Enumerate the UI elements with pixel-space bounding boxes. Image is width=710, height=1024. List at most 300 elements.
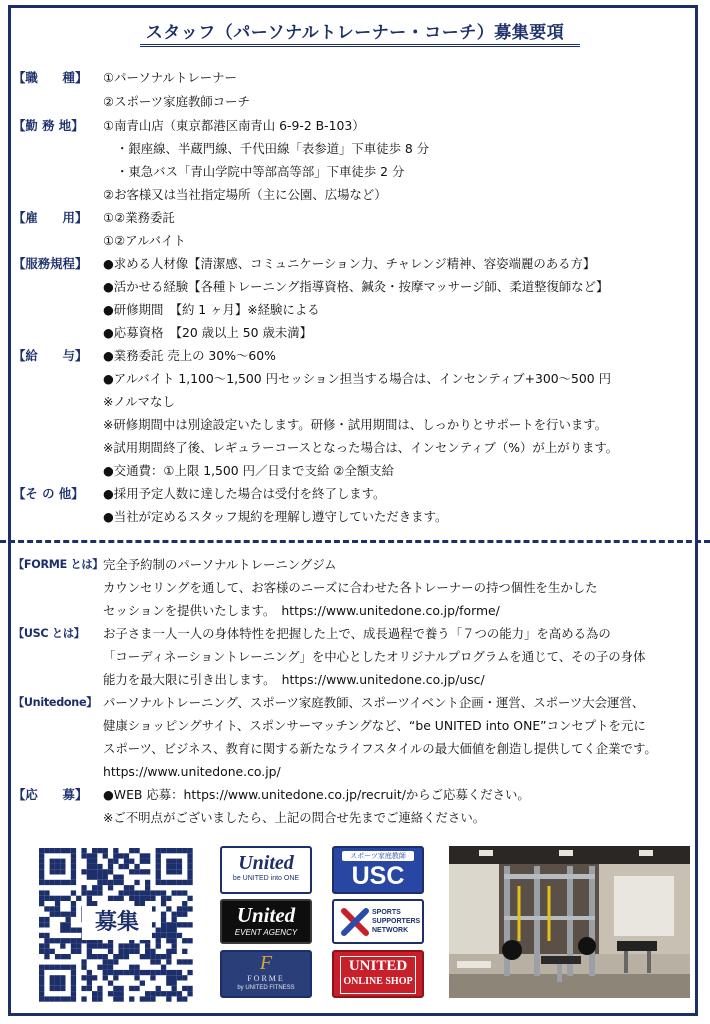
qr-module [134,880,139,885]
qr-module [60,954,65,959]
qr-module [92,996,97,1001]
qr-module [129,885,134,890]
salary-line: ※ノルマなし [103,394,175,409]
qr-module [55,954,60,959]
qr-module [81,975,86,980]
qr-module [103,954,108,959]
job-type-line: ①パーソナルトレーナー [103,70,237,85]
qr-module [166,959,171,964]
salary-label: 【給 与】 [13,348,88,363]
qr-finder-module [60,880,65,885]
qr-module [119,864,124,869]
qr-module [156,890,161,895]
qr-module [172,922,177,927]
qr-module [44,896,49,901]
qr-finder-module [50,880,55,885]
qr-finder-module [60,981,65,986]
qr-module [124,864,129,869]
qr-module [119,991,124,996]
apply-line: ※ご不明点がございましたら、上記の問合せ先までご連絡ください。 [103,810,486,825]
qr-module [119,949,124,954]
qr-module [129,986,134,991]
qr-module [44,938,49,943]
qr-module [140,896,145,901]
qr-finder-module [71,869,76,874]
qr-module [81,890,86,895]
qr-module [81,885,86,890]
qr-finder-module [156,859,161,864]
qr-module [50,949,55,954]
location-line: ・東急バス「青山学院中等部高等部」下車徒歩 2 分 [116,164,405,179]
unitedone-line: https://www.unitedone.co.jp/ [103,764,281,779]
qr-module [119,890,124,895]
qr-finder-module [187,880,192,885]
qr-module [87,986,92,991]
qr-module [103,970,108,975]
qr-module [76,896,81,901]
qr-module [87,943,92,948]
qr-finder-module [156,853,161,858]
qr-module [97,965,102,970]
qr-module [87,975,92,980]
rules-line: ●研修期間 【約 1 ヶ月】※経験による [103,302,320,317]
qr-module [97,890,102,895]
location-line: ・銀座線、半蔵門線、千代田線「表参道」下車徒歩 8 分 [116,141,430,156]
title-underline [140,44,580,47]
ssn-logo-line: SUPPORTERS [372,918,421,925]
qr-module [108,965,113,970]
qr-finder-module [172,869,177,874]
qr-module [145,869,150,874]
qr-module [145,991,150,996]
qr-module [129,943,134,948]
qr-module [145,970,150,975]
qr-module [119,943,124,948]
qr-module [161,912,166,917]
qr-finder-module [71,880,76,885]
qr-module [50,938,55,943]
salary-line: ●業務委託 売上の 30%～60% [103,348,276,363]
qr-module [166,938,171,943]
qr-module [182,949,187,954]
qr-module [150,970,155,975]
qr-module [161,901,166,906]
qr-module [113,875,118,880]
usc-logo-text: USC [351,862,405,890]
qr-module [76,938,81,943]
qr-module [108,943,113,948]
qr-module [182,890,187,895]
qr-finder-module [55,859,60,864]
qr-module [103,869,108,874]
qr-module [161,991,166,996]
qr-module [108,885,113,890]
qr-module [71,949,76,954]
qr-module [108,949,113,954]
qr-module [172,986,177,991]
qr-module [60,938,65,943]
qr-finder-module [187,848,192,853]
qr-finder-module [177,848,182,853]
other-label: 【そ の 他】 [13,486,84,501]
gym-photo-illustration [449,846,690,998]
qr-module [140,853,145,858]
qr-module [156,938,161,943]
salary-line: ●アルバイト 1,100～1,500 円セッション担当する場合は、インセンティブ+300～500 円 [103,371,611,386]
online-shop-logo-text: UNITED [348,958,408,974]
qr-finder-module [39,853,44,858]
qr-module [177,906,182,911]
qr-module [177,890,182,895]
qr-finder-module [39,859,44,864]
qr-finder-module [71,986,76,991]
qr-module [92,875,97,880]
qr-module [182,986,187,991]
qr-module [124,954,129,959]
qr-module [166,933,171,938]
qr-module [177,922,182,927]
qr-module [108,880,113,885]
other-line: ●当社が定めるスタッフ規約を理解し遵守していただきます。 [103,509,448,524]
qr-finder-module [71,965,76,970]
qr-module [108,981,113,986]
job-type-label: 【職 種】 [13,70,88,85]
qr-module [97,875,102,880]
qr-module [44,949,49,954]
qr-module [156,928,161,933]
qr-finder-module [71,975,76,980]
qr-finder-module [60,869,65,874]
qr-module [156,986,161,991]
qr-module [166,896,171,901]
qr-module [129,949,134,954]
qr-module [97,864,102,869]
qr-module [60,912,65,917]
qr-module [177,912,182,917]
qr-module [187,991,192,996]
qr-module [150,959,155,964]
qr-module [161,933,166,938]
qr-module [140,981,145,986]
qr-module [161,922,166,927]
qr-finder-module [166,848,171,853]
rules-line: ●活かせる経験【各種トレーニング指導資格、鍼灸・按摩マッサージ師、柔道整復師など】 [103,279,609,294]
apply-line: ●WEB 応募：https://www.unitedone.co.jp/recruit/からご応募ください。 [103,787,530,802]
qr-module [182,975,187,980]
qr-module [76,928,81,933]
qr-finder-module [71,996,76,1001]
qr-module [103,965,108,970]
united-online-shop-logo[interactable] [332,950,424,998]
qr-module [103,943,108,948]
qr-module [119,954,124,959]
qr-module [55,938,60,943]
qr-module [97,848,102,853]
united-one-logo[interactable] [220,846,312,894]
qr-finder-module [66,848,71,853]
qr-module [60,896,65,901]
qr-module [66,896,71,901]
qr-module [92,853,97,858]
qr-module [87,949,92,954]
qr-finder-module [44,996,49,1001]
qr-finder-module [55,975,60,980]
qr-module [134,890,139,895]
qr-finder-module [44,965,49,970]
qr-finder-module [166,880,171,885]
qr-module [156,954,161,959]
qr-finder-module [55,981,60,986]
qr-module [113,954,118,959]
forme-logo-sub: by UNITED FITNESS [237,985,295,991]
qr-module [129,859,134,864]
qr-module [87,981,92,986]
qr-module [177,991,182,996]
qr-finder-module [50,864,55,869]
qr-module [87,859,92,864]
section-divider [0,540,710,543]
qr-finder-module [44,848,49,853]
usc-logo[interactable] [332,846,424,894]
qr-module [166,922,171,927]
location-line: ②お客様又は当社指定場所（主に公園、広場など） [103,187,387,202]
qr-module [39,949,44,954]
usc-logo-top: スポーツ家庭教師 [342,851,414,861]
qr-finder-module [50,859,55,864]
qr-finder-module [187,864,192,869]
qr-module [97,943,102,948]
qr-module [103,853,108,858]
qr-module [124,853,129,858]
qr-module [156,970,161,975]
qr-module [129,869,134,874]
qr-module [145,890,150,895]
qr-module [97,869,102,874]
qr-module [129,996,134,1001]
qr-module [172,933,177,938]
unitedone-line: パーソナルトレーニング、スポーツ家庭教師、スポーツイベント企画・運営、スポーツ大会運営、 [103,695,645,710]
qr-module [108,896,113,901]
salary-line: ※研修期間中は別途設定いたします。研修・試用期間は、しっかりとサポートを行います。 [103,417,608,432]
qr-module [44,906,49,911]
qr-module [145,880,150,885]
qr-finder-module [60,965,65,970]
qr-module [156,959,161,964]
qr-finder-module [39,848,44,853]
qr-finder-module [156,864,161,869]
qr-module [187,906,192,911]
qr-module [113,880,118,885]
usc-label: 【USC とは】 [13,627,85,640]
qr-module [145,885,150,890]
ssn-x-mark-icon [340,907,370,937]
qr-module [119,880,124,885]
qr-module [71,928,76,933]
qr-module [39,922,44,927]
employment-line: ①②業務委託 [103,210,175,225]
online-shop-logo-sub: ONLINE SHOP [343,976,413,987]
qr-module [172,981,177,986]
qr-module [182,901,187,906]
qr-module [66,917,71,922]
qr-module [140,996,145,1001]
qr-finder-module [60,975,65,980]
qr-finder-module [166,864,171,869]
qr-module [145,943,150,948]
qr-module [119,986,124,991]
qr-module [182,922,187,927]
qr-module [150,975,155,980]
qr-module [108,869,113,874]
qr-module [97,880,102,885]
qr-finder-module [39,975,44,980]
qr-finder-module [55,864,60,869]
qr-module [81,959,86,964]
qr-module [172,991,177,996]
forme-label: 【FORME とは】 [13,558,104,571]
qr-module [177,933,182,938]
qr-module [71,901,76,906]
qr-module [39,896,44,901]
qr-module [66,954,71,959]
qr-module [161,896,166,901]
qr-module [71,890,76,895]
qr-module [71,943,76,948]
qr-module [187,970,192,975]
rules-line: ●応募資格 【20 歳以上 50 歳未満】 [103,325,313,340]
location-label: 【勤 務 地】 [13,118,84,133]
qr-module [145,896,150,901]
qr-module [55,912,60,917]
qr-module [55,901,60,906]
qr-module [97,996,102,1001]
qr-module [119,896,124,901]
unitedone-line: スポーツ、ビジネス、教育に関する新たなライフスタイルの最大価値を創造し提供してく企業です。 [103,741,657,756]
qr-module [156,933,161,938]
qr-finder-module [39,986,44,991]
qr-module [166,991,171,996]
qr-finder-module [39,864,44,869]
qr-module [92,885,97,890]
qr-module [172,949,177,954]
qr-finder-module [60,996,65,1001]
qr-module [113,996,118,1001]
qr-module [166,981,171,986]
qr-finder-module [50,848,55,853]
qr-finder-module [39,996,44,1001]
qr-finder-module [66,996,71,1001]
qr-module [134,949,139,954]
qr-module [103,875,108,880]
qr-module [108,970,113,975]
qr-finder-module [177,869,182,874]
qr-module [103,880,108,885]
qr-finder-module [60,986,65,991]
qr-module [166,928,171,933]
qr-module [166,954,171,959]
qr-module [134,864,139,869]
qr-module [140,859,145,864]
qr-module [108,991,113,996]
qr-module [50,906,55,911]
qr-module [140,890,145,895]
qr-module [161,928,166,933]
qr-module [177,996,182,1001]
qr-finder-module [177,880,182,885]
qr-finder-module [182,880,187,885]
qr-module [187,986,192,991]
qr-finder-module [182,848,187,853]
qr-module [150,896,155,901]
qr-module [134,965,139,970]
qr-module [87,875,92,880]
qr-module [129,896,134,901]
other-line: ●採用予定人数に達した場合は受付を終了します。 [103,486,386,501]
qr-finder-module [71,991,76,996]
qr-module [129,965,134,970]
qr-module [150,954,155,959]
qr-module [92,890,97,895]
qr-finder-module [161,848,166,853]
qr-finder-module [39,981,44,986]
apply-label: 【応 募】 [13,787,88,802]
qr-module [87,896,92,901]
qr-module [97,986,102,991]
qr-module [66,928,71,933]
qr-module [108,959,113,964]
qr-module [97,885,102,890]
qr-module [60,922,65,927]
united-event-logo-sub: EVENT AGENCY [234,928,298,937]
qr-center-label: 募集 [82,906,152,940]
sports-supporters-network-logo[interactable] [332,899,424,944]
qr-module [166,906,171,911]
qr-finder-module [50,869,55,874]
qr-module [172,943,177,948]
forme-logo[interactable] [220,950,312,998]
qr-finder-module [39,991,44,996]
qr-module [166,975,171,980]
united-event-agency-logo[interactable] [220,899,312,944]
qr-module [150,991,155,996]
qr-module [87,869,92,874]
qr-module [145,996,150,1001]
qr-finder-module [39,965,44,970]
qr-module [66,922,71,927]
qr-module [161,965,166,970]
qr-module [166,949,171,954]
qr-module [87,864,92,869]
recruit-qr-code[interactable] [36,846,196,1002]
qr-module [39,933,44,938]
qr-module [166,970,171,975]
qr-module [113,986,118,991]
qr-module [129,890,134,895]
qr-module [150,949,155,954]
qr-module [177,975,182,980]
qr-module [60,943,65,948]
qr-module [92,848,97,853]
qr-module [124,890,129,895]
qr-module [145,859,150,864]
qr-module [87,853,92,858]
qr-finder-module [156,869,161,874]
qr-module [140,869,145,874]
qr-module [182,906,187,911]
usc-line: お子さま一人一人の身体特性を把握した上で、成長過程で養う「７つの能力」を高める為の [103,626,611,641]
qr-module [50,896,55,901]
qr-module [182,938,187,943]
